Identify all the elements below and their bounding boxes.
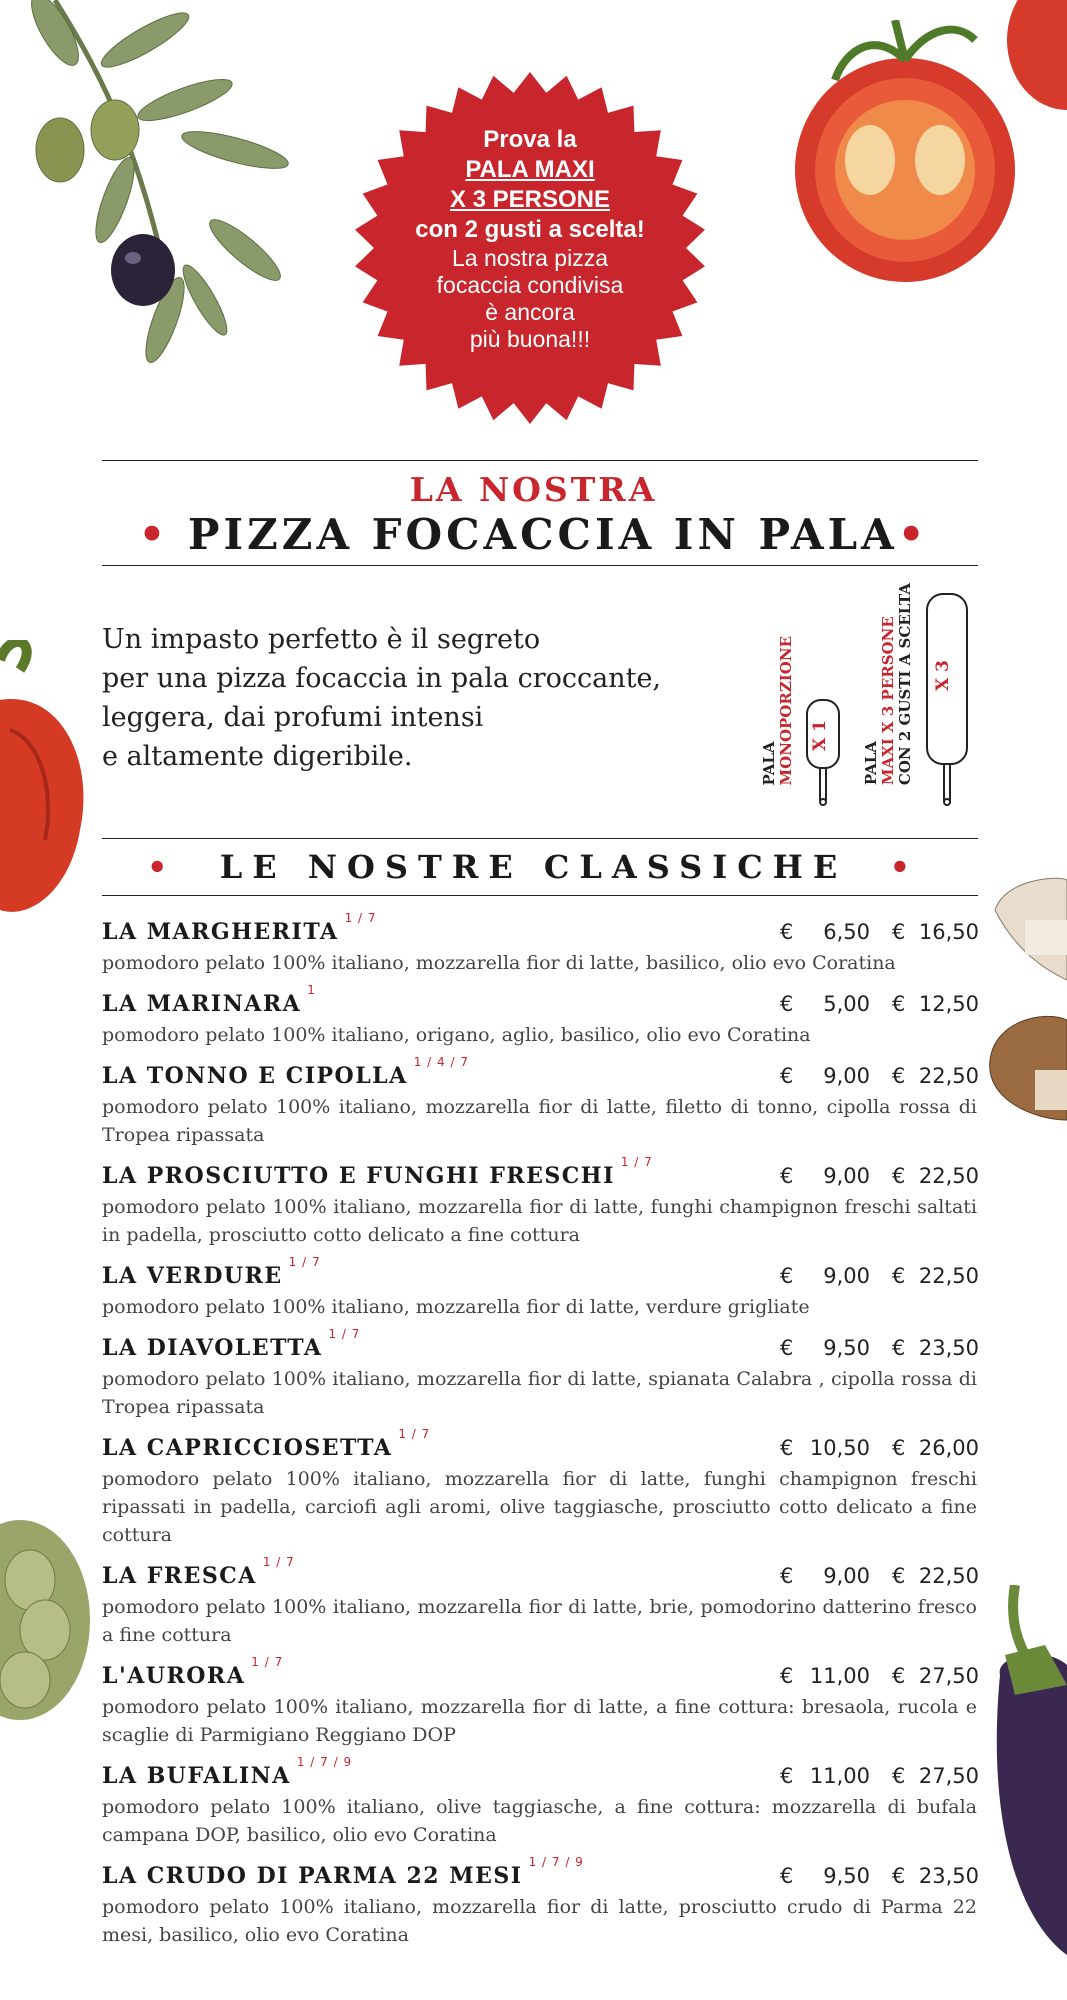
menu-item-price-single	[780, 987, 870, 1021]
price-value: 9,50	[823, 1336, 870, 1360]
menu-item-price-maxi	[892, 1659, 979, 1693]
menu-item-name: LA DIAVOLETTA	[102, 1335, 323, 1361]
price-value: 27,50	[918, 1764, 979, 1788]
menu-item	[102, 1055, 979, 1149]
badge-line-2: PALA MAXI	[465, 156, 595, 183]
menu-item-name: LA TONNO E CIPOLLA	[102, 1063, 408, 1089]
menu-item-price-maxi	[892, 1059, 979, 1093]
menu-item-head	[102, 1655, 979, 1693]
menu-item-description: pomodoro pelato 100% italiano, mozzarella fior di latte, verdure grigliate	[102, 1296, 810, 1318]
menu-item-description: pomodoro pelato 100% italiano, olive taggiasche, a fine cottura: mozzarella di bufala campana DOP, basilico, olio evo Coratina	[102, 1796, 977, 1846]
bullet-left: •	[138, 510, 170, 559]
currency-symbol: €	[780, 1064, 794, 1088]
currency-symbol: €	[892, 1336, 906, 1360]
paddle-maxi-label-2: MAXI X 3 PERSONE	[879, 616, 897, 785]
price-value: 23,50	[918, 1336, 979, 1360]
menu-item-name: LA CAPRICCIOSETTA	[102, 1435, 393, 1461]
menu-item-allergens: 1	[307, 983, 316, 997]
menu-item-head	[102, 1427, 979, 1465]
currency-symbol: €	[780, 920, 794, 944]
menu-item-price-single	[780, 1431, 870, 1465]
price-value: 22,50	[918, 1164, 979, 1188]
currency-symbol: €	[892, 992, 906, 1016]
currency-symbol: €	[892, 1436, 906, 1460]
section-title	[0, 848, 1067, 886]
price-value: 5,00	[823, 992, 870, 1016]
menu-item-description: pomodoro pelato 100% italiano, mozzarella fior di latte, a fine cottura: bresaola, rucola e scaglie di Parmigiano Reggiano DOP	[102, 1696, 977, 1746]
menu-item-name: LA VERDURE	[102, 1263, 283, 1289]
price-value: 27,50	[918, 1664, 979, 1688]
promo-badge	[352, 70, 708, 426]
price-value: 22,50	[918, 1264, 979, 1288]
currency-symbol: €	[892, 1264, 906, 1288]
menu-item-price-maxi	[892, 1331, 979, 1365]
menu-item-name: LA CRUDO DI PARMA 22 MESI	[102, 1863, 523, 1889]
menu-item	[102, 983, 979, 1049]
menu-item-head	[102, 911, 979, 949]
menu-item-allergens: 1 / 7	[620, 1155, 653, 1169]
divider-top	[102, 460, 978, 461]
currency-symbol: €	[892, 1164, 906, 1188]
eggplant-illustration	[985, 1585, 1067, 1955]
menu-item-price-maxi	[892, 1859, 979, 1893]
paddle-mono-count: X 1	[810, 720, 830, 751]
menu-item-allergens: 1 / 7	[398, 1427, 431, 1441]
menu-item-price-maxi	[892, 1159, 979, 1193]
price-value: 22,50	[918, 1564, 979, 1588]
menu-item-price-single	[780, 1331, 870, 1365]
currency-symbol: €	[892, 1564, 906, 1588]
bullet-left: •	[146, 848, 178, 886]
menu-item-allergens: 1 / 7 / 9	[528, 1855, 584, 1869]
currency-symbol: €	[780, 1864, 794, 1888]
menu-item-description: pomodoro pelato 100% italiano, mozzarella fior di latte, funghi champignon freschi ripassati in padella, carciofi agli aromi, olive taggiasche, prosciutto cotto delicato a fine cottura	[102, 1468, 977, 1546]
menu-item-price-single	[780, 1259, 870, 1293]
artichoke-illustration	[0, 1490, 90, 1750]
menu-item	[102, 1555, 979, 1649]
menu-item-price-maxi	[892, 1759, 979, 1793]
bullet-right: •	[889, 848, 921, 886]
price-value: 9,00	[823, 1264, 870, 1288]
menu-item-head	[102, 1327, 979, 1365]
divider-section-bottom	[102, 895, 978, 896]
menu-item-description: pomodoro pelato 100% italiano, mozzarella fior di latte, prosciutto crudo di Parma 22 mesi, basilico, olio evo Coratina	[102, 1896, 977, 1946]
badge-line-4: con 2 gusti a scelta!	[415, 216, 645, 243]
pepper-illustration	[0, 640, 90, 930]
divider-section-top	[102, 838, 978, 839]
currency-symbol: €	[892, 1064, 906, 1088]
price-value: 12,50	[918, 992, 979, 1016]
menu-item	[102, 1327, 979, 1421]
tomato-edge-illustration	[1005, 0, 1067, 110]
menu-item-head	[102, 983, 979, 1021]
menu-item-description: pomodoro pelato 100% italiano, mozzarella fior di latte, spianata Calabra , cipolla rossa di Tropea ripassata	[102, 1368, 977, 1418]
menu-item	[102, 1255, 979, 1321]
currency-symbol: €	[892, 920, 906, 944]
menu-item-name: LA MARGHERITA	[102, 919, 339, 945]
menu-item-price-single	[780, 915, 870, 949]
paddle-maxi-label	[863, 583, 914, 785]
price-value: 26,00	[918, 1436, 979, 1460]
menu-item	[102, 1755, 979, 1849]
currency-symbol: €	[780, 1336, 794, 1360]
menu-item-name: LA MARINARA	[102, 991, 302, 1017]
menu-item-allergens: 1 / 7	[328, 1327, 361, 1341]
paddle-mono-label-2: MONOPORZIONE	[777, 635, 795, 785]
paddle-mono-icon	[805, 698, 841, 808]
currency-symbol: €	[780, 1436, 794, 1460]
paddle-maxi-label-1: PALA	[862, 740, 880, 785]
currency-symbol: €	[780, 1664, 794, 1688]
menu-item	[102, 1155, 979, 1249]
currency-symbol: €	[780, 1164, 794, 1188]
menu-item-name: L'AURORA	[102, 1663, 246, 1689]
menu-item-price-maxi	[892, 1559, 979, 1593]
price-value: 11,00	[809, 1664, 870, 1688]
menu-item-head	[102, 1155, 979, 1193]
menu-item-price-maxi	[892, 1431, 979, 1465]
paddle-sizes	[755, 580, 985, 810]
menu-item-price-single	[780, 1659, 870, 1693]
divider-title	[102, 565, 978, 566]
page-title-text: PIZZA FOCACCIA IN PALA	[187, 510, 898, 559]
menu-item-allergens: 1 / 7	[262, 1555, 295, 1569]
badge-line-7: è ancora	[485, 299, 575, 325]
menu-item-price-single	[780, 1859, 870, 1893]
menu-item	[102, 1655, 979, 1749]
currency-symbol: €	[780, 992, 794, 1016]
mushroom-illustration	[985, 870, 1067, 1170]
bullet-right: •	[897, 510, 929, 559]
intro-line-2: per una pizza focaccia in pala croccante,	[102, 663, 662, 694]
menu-item-price-single	[780, 1059, 870, 1093]
price-value: 9,00	[823, 1064, 870, 1088]
intro-text	[102, 620, 742, 776]
olive-branch-illustration	[15, 0, 305, 380]
currency-symbol: €	[892, 1664, 906, 1688]
price-value: 11,00	[809, 1764, 870, 1788]
menu-item	[102, 1855, 979, 1949]
menu-item-head	[102, 1255, 979, 1293]
price-value: 23,50	[918, 1864, 979, 1888]
currency-symbol: €	[780, 1564, 794, 1588]
section-title-text: LE NOSTRE CLASSICHE	[219, 848, 848, 886]
menu-list	[102, 911, 979, 1959]
menu-item-allergens: 1 / 7 / 9	[296, 1755, 353, 1769]
menu-item-price-single	[780, 1559, 870, 1593]
menu-item-head	[102, 1055, 979, 1093]
menu-item-price-single	[780, 1759, 870, 1793]
menu-item	[102, 911, 979, 977]
menu-item-allergens: 1 / 7	[288, 1255, 321, 1269]
badge-line-5: La nostra pizza	[452, 245, 608, 271]
paddle-maxi-label-3: CON 2 GUSTI A SCELTA	[896, 582, 914, 785]
badge-line-6: focaccia condivisa	[436, 272, 624, 298]
menu-item-description: pomodoro pelato 100% italiano, mozzarella fior di latte, funghi champignon freschi saltati in padella, prosciutto cotto delicato a fine cottura	[102, 1196, 977, 1246]
intro-line-1: Un impasto perfetto è il segreto	[102, 624, 541, 655]
intro-line-4: e altamente digeribile.	[102, 741, 413, 772]
price-value: 9,50	[823, 1864, 870, 1888]
badge-line-1: Prova la	[483, 126, 577, 153]
price-value: 9,00	[823, 1564, 870, 1588]
menu-item-price-single	[780, 1159, 870, 1193]
price-value: 6,50	[823, 920, 870, 944]
paddle-maxi-count: X 3	[933, 660, 953, 691]
menu-item-price-maxi	[892, 987, 979, 1021]
menu-item-description: pomodoro pelato 100% italiano, mozzarella fior di latte, brie, pomodorino datterino fresco a fine cottura	[102, 1596, 977, 1646]
menu-item-name: LA PROSCIUTTO E FUNGHI FRESCHI	[102, 1163, 615, 1189]
menu-item-name: LA FRESCA	[102, 1563, 257, 1589]
menu-item-price-maxi	[892, 915, 979, 949]
menu-item-name: LA BUFALINA	[102, 1763, 291, 1789]
price-value: 22,50	[918, 1064, 979, 1088]
currency-symbol: €	[892, 1864, 906, 1888]
badge-line-3: X 3 PERSONE	[449, 186, 611, 213]
page-title	[0, 510, 1067, 559]
badge-line-8: più buona!!!	[469, 326, 591, 352]
menu-item-description: pomodoro pelato 100% italiano, origano, aglio, basilico, olio evo Coratina	[102, 1024, 811, 1046]
menu-item-allergens: 1 / 7	[251, 1655, 284, 1669]
menu-item-description: pomodoro pelato 100% italiano, mozzarella fior di latte, basilico, olio evo Coratina	[102, 952, 896, 974]
menu-item-head	[102, 1555, 979, 1593]
tomato-illustration	[775, 20, 1035, 290]
paddle-mono-label-1: PALA	[760, 740, 778, 785]
price-value: 16,50	[918, 920, 979, 944]
menu-item-description: pomodoro pelato 100% italiano, mozzarella fior di latte, filetto di tonno, cipolla rossa di Tropea ripassata	[102, 1096, 977, 1146]
menu-item-head	[102, 1755, 979, 1793]
menu-item-head	[102, 1855, 979, 1893]
currency-symbol: €	[780, 1264, 794, 1288]
header-subtitle: LA NOSTRA	[409, 470, 658, 509]
paddle-mono-label	[761, 636, 795, 785]
currency-symbol: €	[780, 1764, 794, 1788]
paddle-maxi-icon	[925, 592, 969, 810]
menu-item-allergens: 1 / 7	[344, 911, 377, 925]
currency-symbol: €	[892, 1764, 906, 1788]
menu-item-price-maxi	[892, 1259, 979, 1293]
price-value: 10,50	[809, 1436, 870, 1460]
price-value: 9,00	[823, 1164, 870, 1188]
menu-item-allergens: 1 / 4 / 7	[413, 1055, 469, 1069]
menu-item	[102, 1427, 979, 1549]
intro-line-3: leggera, dai profumi intensi	[102, 702, 484, 733]
